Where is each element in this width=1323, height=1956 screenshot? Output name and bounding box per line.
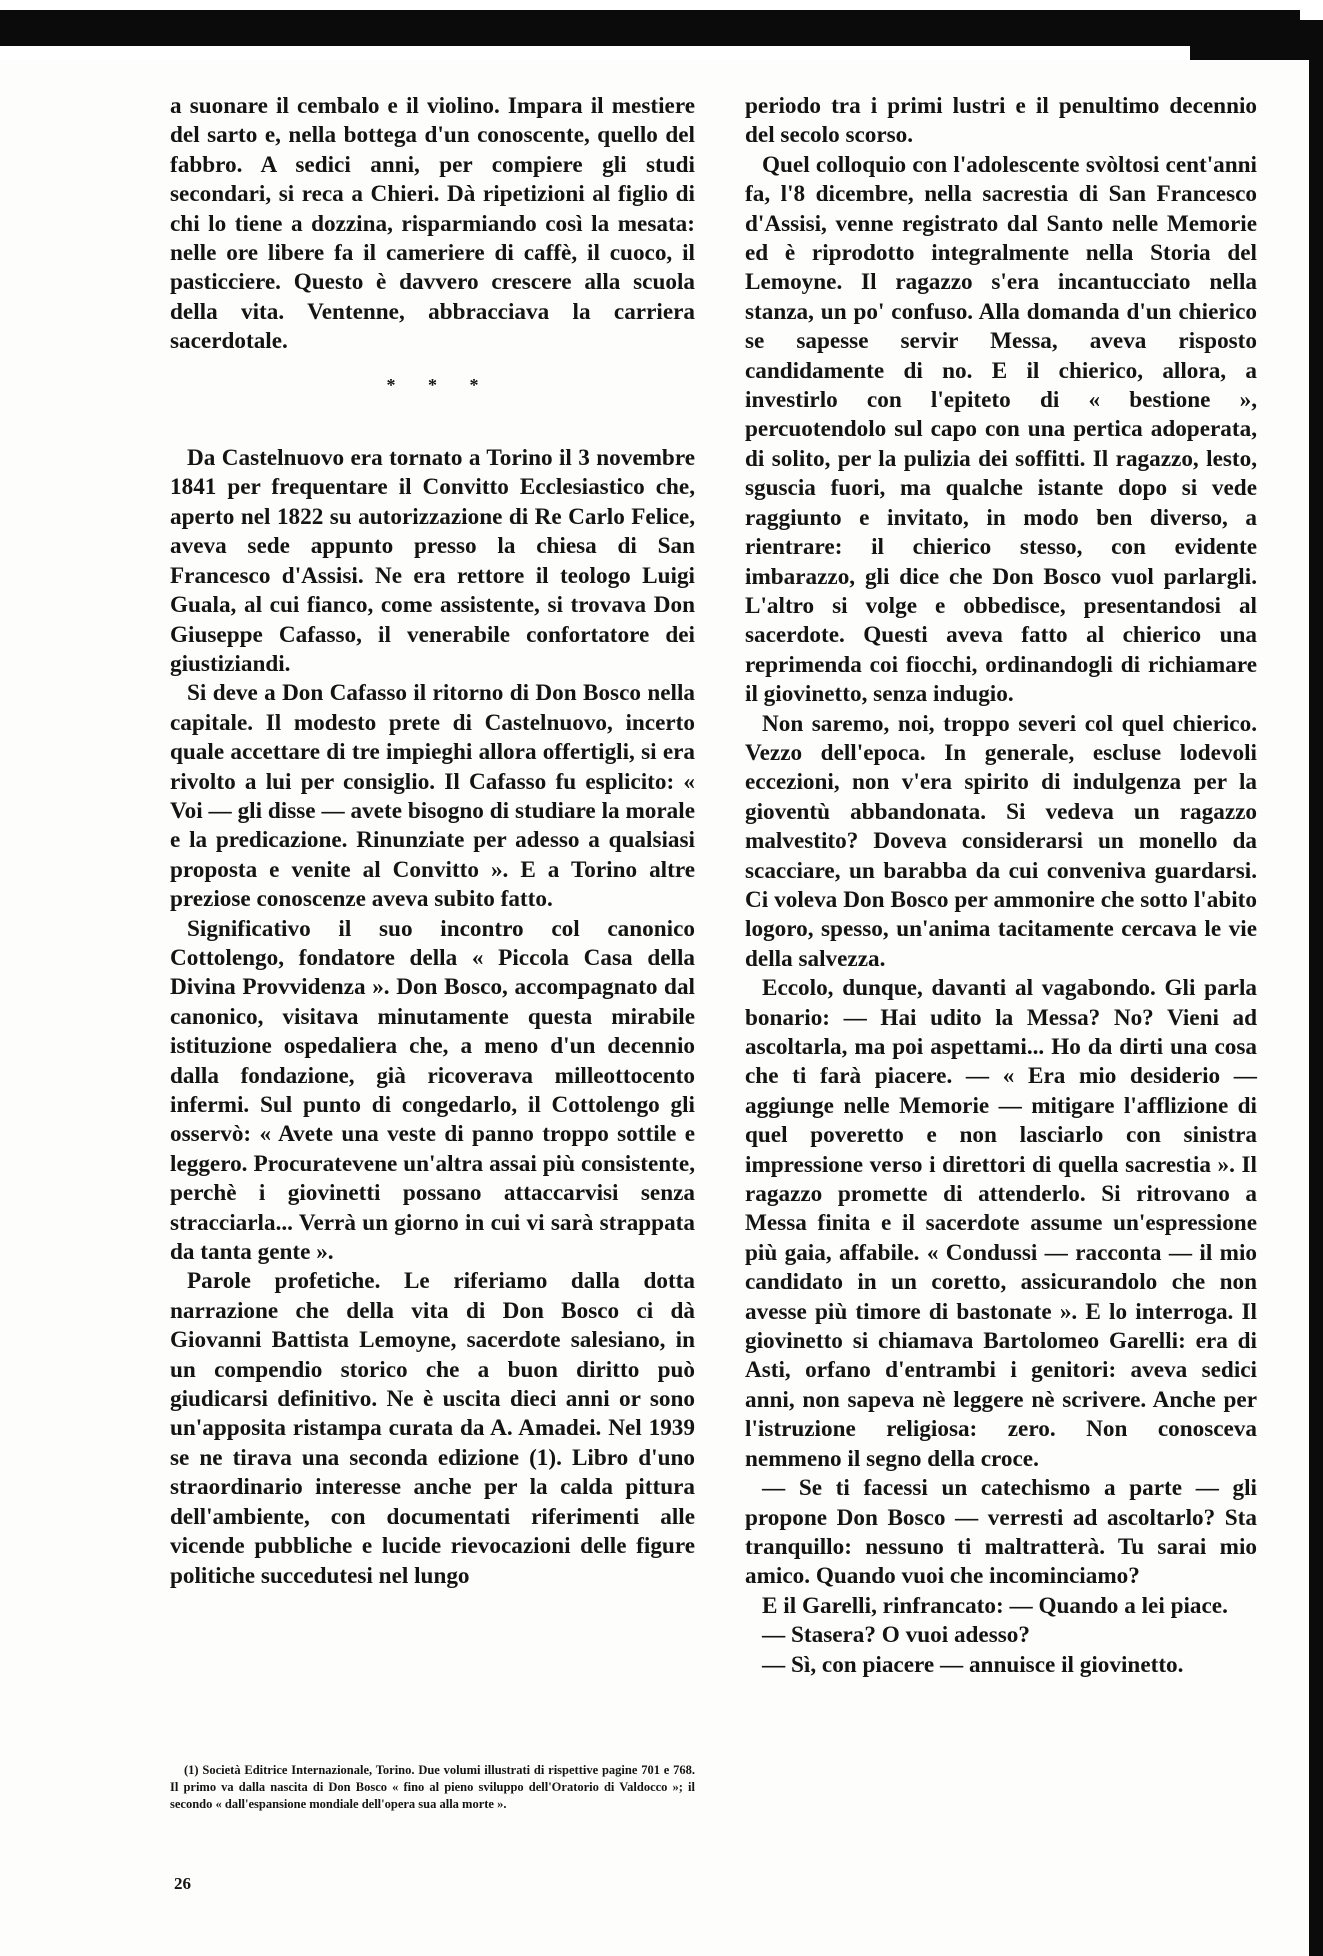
paragraph: periodo tra i primi lustri e il penultimo decennio del secolo scorso. [745, 93, 1257, 149]
paragraph: a suonare il cembalo e il violino. Impara il mestiere del sarto e, nella bottega d'un conoscente, quello del fabbro. A sedici anni, per compiere gli studi secondari, si reca a Chieri. Dà ripetizioni al figlio di chi lo tiene a dozzina, risparmiando così la mesata: nelle ore libere fa il cameriere di caffè, il cuoco, il pasticciere. Questo è davvero crescere alla scuola della vita. Ventenne, abbracciava la carriera sacerdotale. [170, 93, 695, 355]
left-text-column [170, 92, 695, 1591]
scan-top-shadow [0, 10, 1300, 46]
paragraph: Quel colloquio con l'adolescente svòltosi cent'anni fa, l'8 dicembre, nella sacrestia di San Francesco d'Assisi, venne registrato dal Santo nelle Memorie ed è riprodotto integralmente nella Storia del Lemoyne. Il ragazzo s'era incantucciato nella stanza, un po' confuso. Alla domanda d'un chierico se sapesse servir Messa, aveva risposto candidamente di no. E il chierico, allora, a investirlo con l'epiteto di « bestione », percuotendolo sul capo con una pertica adoperata, di solito, per la pulizia dei soffitti. Il ragazzo, lesto, sguscia fuori, ma qualche istante dopo si vede raggiunto e invitato, in modo ben diverso, a rientrare: il chierico stesso, con evidente imbarazzo, gli dice che Don Bosco vuol parlargli. L'altro si volge e obbedisce, presentandosi al sacerdote. Questi aveva fatto al chierico una reprimenda coi fiocchi, ordinandogli di richiamare il giovinetto, senza indugio. [745, 151, 1257, 708]
footnote-text: (1) Società Editrice Internazionale, Torino. Due volumi illustrati di rispettive pagine 701 e 768. Il primo va dalla nascita di Don Bosco « fino al pieno sviluppo dell'Oratorio di Valdocco »; il secondo « dall'espansione mondiale dell'opera sua alla morte ». [170, 1763, 695, 1811]
paragraph: Non saremo, noi, troppo severi col quel chierico. Vezzo dell'epoca. In generale, escluse lodevoli eccezioni, non v'era spirito di indulgenza per la gioventù abbandonata. Si vedeva un ragazzo malvestito? Doveva considerarsi un monello da scacciare, un barabba da cui conveniva guardarsi. Ci voleva Don Bosco per ammonire che sotto l'abito logoro, spesso, un'anima tacitamente cercava le vie della salvezza. [745, 710, 1257, 972]
paragraph: Da Castelnuovo era tornato a Torino il 3 novembre 1841 per frequentare il Convitto Ecclesiastico che, aperto nel 1822 su autorizzazione di Re Carlo Felice, aveva sede appunto presso la chiesa di San Francesco d'Assisi. Ne era rettore il teologo Luigi Guala, al cui fianco, come assistente, si trovava Don Giuseppe Cafasso, il venerabile confortatore dei giustiziandi. [170, 445, 695, 677]
paragraph: Eccolo, dunque, davanti al vagabondo. Gli parla bonario: — Hai udito la Messa? No? Vieni ad ascoltarla, ma poi aspettami... Ho da dirti una cosa che ti farà piacere. — « Era mio desiderio — aggiunge nelle Memorie — mitigare l'afflizione di quel poveretto e non lasciarlo con sinistra impressione verso i direttori di quella sacrestia ». Il ragazzo promette di attenderlo. Si ritrovano a Messa finita e il sacerdote assume un'espressione più gaia, affabile. « Condussi — racconta — il mio candidato in un coretto, assicurandolo che non avesse più timore di bastonate ». E lo interroga. Il giovinetto si chiamava Bartolomeo Garelli: era di Asti, orfano d'entrambi i genitori: aveva sedici anni, non sapeva nè leggere nè scrivere. Anche per l'istruzione religiosa: zero. Non conosceva nemmeno il segno della croce. [745, 975, 1257, 1472]
paragraph: — Se ti facessi un catechismo a parte — gli propone Don Bosco — verresti ad ascoltarlo? Sta tranquillo: nessuno ti maltratterà. Tu sarai mio amico. Quando vuoi che incominciamo? [745, 1475, 1257, 1590]
paragraph: Si deve a Don Cafasso il ritorno di Don Bosco nella capitale. Il modesto prete di Castelnuovo, incerto quale accettare di tre impieghi allora offertigli, si era rivolto a lui per consiglio. Il Cafasso fu esplicito: « Voi — gli disse — avete bisogno di studiare la morale e la predicazione. Rinunziate per adesso a qualsiasi proposta e venite al Convitto ». E a Torino altre preziose conoscenze aveva subito fatto. [170, 680, 695, 913]
page-number: 26 [174, 1874, 191, 1893]
footnote [170, 1762, 695, 1813]
scan-top-corner-shadow [1190, 20, 1323, 60]
paragraph: E il Garelli, rinfrancato: — Quando a lei piace. [762, 1592, 1228, 1619]
paragraph: — Stasera? O vuoi adesso? [762, 1622, 1030, 1649]
paragraph: Significativo il suo incontro col canonico Cottolengo, fondatore della « Piccola Casa della Divina Provvidenza ». Don Bosco, accompagnato dal canonico, visitava minutamente questa mirabile istituzione ospedaliera che, a meno d'un decennio dalla fondazione, già ricoverava milleottocento infermi. Sul punto di congedarlo, il Cottolengo gli osservò: « Avete una veste di panno troppo sottile e leggero. Procuratevene un'altra assai più consistente, perchè i giovinetti possano attaccarvisi senza stracciarla... Verrà un giorno in cui vi sarà strappata da tanta gente ». [170, 915, 695, 1266]
scan-right-border [1309, 44, 1323, 1956]
paragraph: — Sì, con piacere — annuisce il giovinetto. [762, 1651, 1184, 1678]
section-separator: * * * [386, 374, 493, 395]
right-text-column [745, 92, 1257, 1680]
scan-top-border [0, 0, 1323, 44]
paragraph: Parole profetiche. Le riferiamo dalla dotta narrazione che della vita di Don Bosco ci dà Giovanni Battista Lemoyne, sacerdote salesiano, in un compendio storico che a buon diritto può giudicarsi definitivo. Ne è uscita dieci anni or sono un'apposita ristampa curata da A. Amadei. Nel 1939 se ne tirava una seconda edizione (1). Libro d'uno straordinario interesse anche per la calda pittura dell'ambiente, con documentati riferimenti alle vicende pubbliche e lucide rievocazioni delle figure politiche succedutesi nel lungo [170, 1268, 695, 1589]
